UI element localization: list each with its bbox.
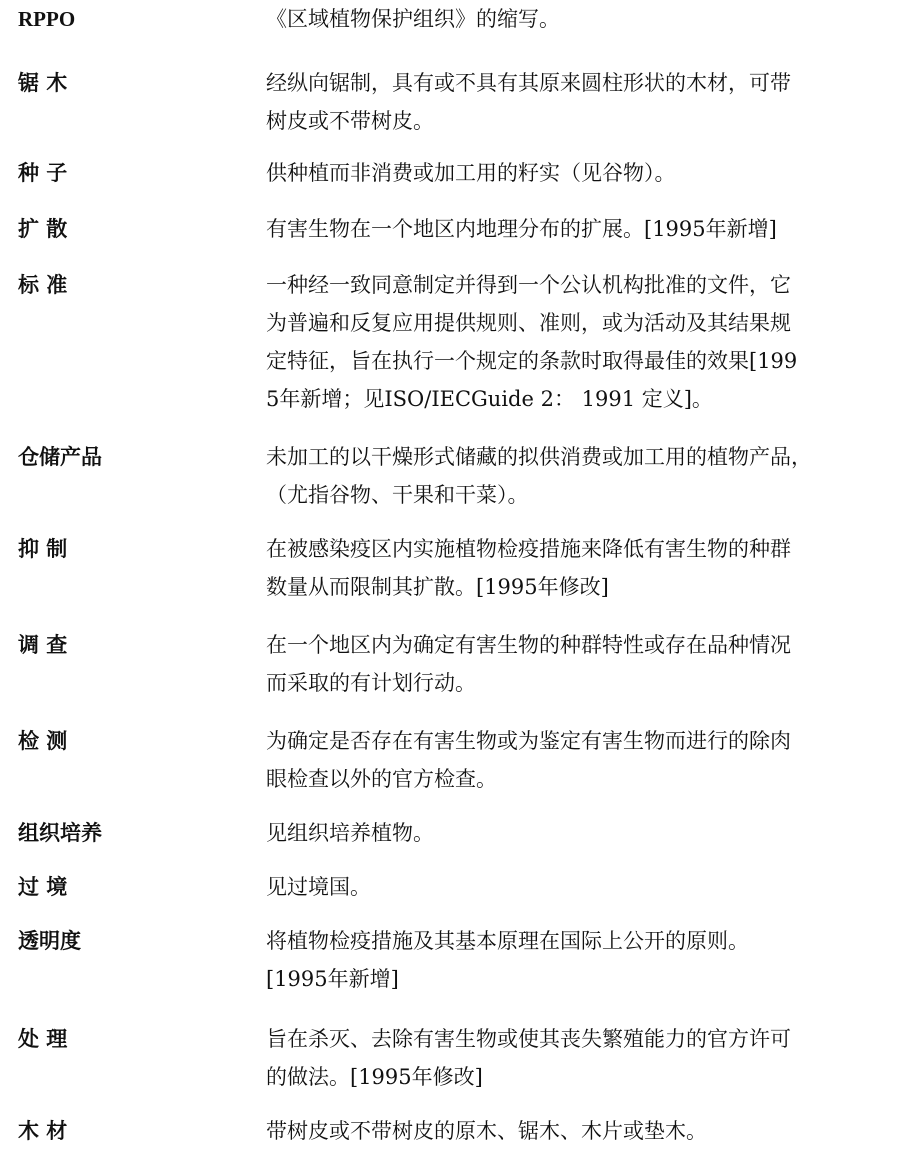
term-stored-product: 仓储产品	[18, 444, 102, 469]
definition-line: 而采取的有计划行动。	[266, 671, 476, 695]
definition-line: 有害生物在一个地区内地理分布的扩展。[1995年新增]	[266, 217, 777, 241]
definition-line: 在一个地区内为确定有害生物的种群特性或存在品种情况	[266, 633, 791, 657]
term-spread: 扩 散	[18, 216, 68, 241]
definition-line: 为普遍和反复应用提供规则、准则，或为活动及其结果规	[266, 311, 791, 335]
definition-line: 在被感染疫区内实施植物检疫措施来降低有害生物的种群	[266, 537, 791, 561]
definition-spread	[266, 210, 890, 248]
definition-line: 将植物检疫措施及其基本原理在国际上公开的原则。	[266, 929, 749, 953]
term-suppression: 抑 制	[18, 536, 68, 561]
definition-stored-product	[266, 438, 890, 514]
term-standard: 标 准	[18, 272, 68, 297]
definition-line: 带树皮或不带树皮的原木、锯木、木片或垫木。	[266, 1119, 707, 1143]
term-seeds: 种 子	[18, 160, 68, 185]
definition-suppression	[266, 530, 890, 606]
term-sawn-wood: 锯 木	[18, 70, 68, 95]
definition-line: 一种经一致同意制定并得到一个公认机构批准的文件，它	[266, 273, 791, 297]
definition-transit	[266, 868, 890, 906]
term-tissue-culture: 组织培养	[18, 820, 102, 845]
definition-line: 定特征，旨在执行一个规定的条款时取得最佳的效果[199	[266, 349, 798, 373]
definition-tissue-culture	[266, 814, 890, 852]
definition-line: [1995年新增]	[266, 967, 399, 991]
term-wood: 木 材	[18, 1118, 68, 1143]
definition-line: 眼检查以外的官方检查。	[266, 767, 497, 791]
definition-line: 旨在杀灭、去除有害生物或使其丧失繁殖能力的官方许可	[266, 1027, 791, 1051]
definition-line: 供种植而非消费或加工用的籽实（见谷物）。	[266, 161, 676, 185]
definition-line: 《区域植物保护组织》的缩写。	[266, 7, 560, 31]
definition-treatment	[266, 1020, 890, 1096]
definition-line: 为确定是否存在有害生物或为鉴定有害生物而进行的除肉	[266, 729, 791, 753]
definition-transparency	[266, 922, 890, 998]
term-transit: 过 境	[18, 874, 68, 899]
definition-line: 未加工的以干燥形式储藏的拟供消费或加工用的植物产品，	[266, 445, 812, 469]
definition-wood	[266, 1112, 890, 1150]
definition-test	[266, 722, 890, 798]
definition-line: 数量从而限制其扩散。[1995年修改]	[266, 575, 609, 599]
definition-survey	[266, 626, 890, 702]
definition-line: 见组织培养植物。	[266, 821, 434, 845]
term-survey: 调 查	[18, 632, 68, 657]
definition-line: 见过境国。	[266, 875, 371, 899]
definition-line: 5年新增；见ISO/IECGuide 2： 1991 定义]。	[266, 387, 713, 411]
definition-standard	[266, 266, 890, 418]
definition-seeds	[266, 154, 890, 192]
definition-line: 的做法。[1995年修改]	[266, 1065, 483, 1089]
term-treatment: 处 理	[18, 1026, 68, 1051]
term-test: 检 测	[18, 728, 68, 753]
definition-rppo	[266, 0, 890, 38]
definition-sawn-wood	[266, 64, 890, 140]
definition-line: 树皮或不带树皮。	[266, 109, 434, 133]
definition-line: （尤指谷物、干果和干菜）。	[266, 483, 529, 507]
definition-line: 经纵向锯制，具有或不具有其原来圆柱形状的木材，可带	[266, 71, 791, 95]
term-rppo: RPPO	[18, 7, 76, 31]
term-transparency: 透明度	[18, 928, 81, 953]
